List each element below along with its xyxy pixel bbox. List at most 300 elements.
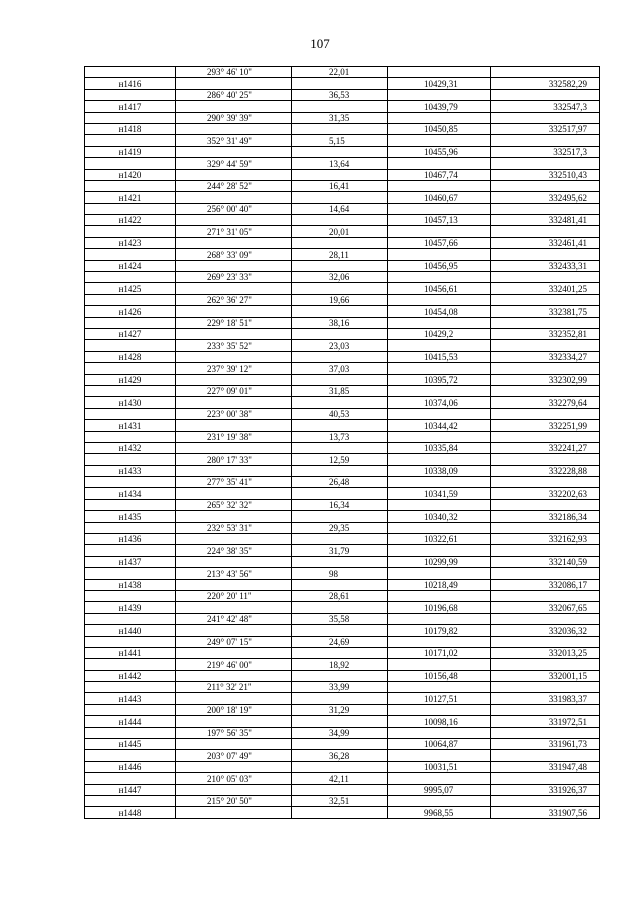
direction-angle-cell <box>176 215 292 226</box>
y-coordinate-cell: 332381,75 <box>491 306 600 317</box>
direction-angle-cell <box>176 556 292 567</box>
point-id-cell <box>85 568 176 579</box>
point-id-cell: н1436 <box>85 534 176 545</box>
y-coordinate-cell <box>491 226 600 237</box>
segment-length-cell <box>292 374 388 385</box>
point-id-cell <box>85 112 176 123</box>
segment-length-cell: 26,48 <box>292 477 388 488</box>
x-coordinate-cell: 10395,72 <box>388 374 491 385</box>
table-row <box>85 568 600 579</box>
y-coordinate-cell: 332495,62 <box>491 192 600 203</box>
direction-angle-cell <box>176 237 292 248</box>
x-coordinate-cell: 10338,09 <box>388 465 491 476</box>
direction-angle-cell: 231° 19' 38" <box>176 431 292 442</box>
point-id-cell <box>85 796 176 807</box>
table-row <box>85 682 600 693</box>
direction-angle-cell: 352° 31' 49" <box>176 135 292 146</box>
segment-length-cell <box>292 579 388 590</box>
table-row <box>85 739 600 750</box>
x-coordinate-cell <box>388 545 491 556</box>
table-row <box>85 659 600 670</box>
y-coordinate-cell <box>491 431 600 442</box>
direction-angle-cell: 224° 38' 35" <box>176 545 292 556</box>
y-coordinate-cell: 332279,64 <box>491 397 600 408</box>
x-coordinate-cell <box>388 158 491 169</box>
x-coordinate-cell <box>388 773 491 784</box>
segment-length-cell <box>292 465 388 476</box>
x-coordinate-cell <box>388 317 491 328</box>
segment-length-cell <box>292 511 388 522</box>
x-coordinate-cell: 10341,59 <box>388 488 491 499</box>
table-row <box>85 545 600 556</box>
point-id-cell <box>85 363 176 374</box>
segment-length-cell <box>292 807 388 818</box>
point-id-cell <box>85 545 176 556</box>
table-row <box>85 192 600 203</box>
point-id-cell: н1434 <box>85 488 176 499</box>
direction-angle-cell <box>176 625 292 636</box>
table-row <box>85 328 600 339</box>
x-coordinate-cell: 9968,55 <box>388 807 491 818</box>
table-row <box>85 408 600 419</box>
point-id-cell <box>85 203 176 214</box>
direction-angle-cell <box>176 169 292 180</box>
direction-angle-cell <box>176 306 292 317</box>
x-coordinate-cell: 10127,51 <box>388 693 491 704</box>
table-row <box>85 67 600 78</box>
y-coordinate-cell <box>491 89 600 100</box>
table-row <box>85 226 600 237</box>
table-row <box>85 602 600 613</box>
y-coordinate-cell <box>491 112 600 123</box>
coordinates-table-body <box>85 67 600 819</box>
direction-angle-cell: 213° 43' 56" <box>176 568 292 579</box>
y-coordinate-cell <box>491 727 600 738</box>
segment-length-cell <box>292 169 388 180</box>
table-row <box>85 636 600 647</box>
table-row <box>85 647 600 658</box>
y-coordinate-cell <box>491 613 600 624</box>
table-row <box>85 431 600 442</box>
segment-length-cell <box>292 488 388 499</box>
x-coordinate-cell <box>388 226 491 237</box>
segment-length-cell <box>292 647 388 658</box>
point-id-cell: н1428 <box>85 351 176 362</box>
direction-angle-cell: 229° 18' 51" <box>176 317 292 328</box>
point-id-cell: н1437 <box>85 556 176 567</box>
y-coordinate-cell <box>491 682 600 693</box>
direction-angle-cell: 244° 28' 52" <box>176 180 292 191</box>
direction-angle-cell: 219° 46' 00" <box>176 659 292 670</box>
segment-length-cell <box>292 761 388 772</box>
direction-angle-cell: 200° 18' 19" <box>176 704 292 715</box>
y-coordinate-cell <box>491 317 600 328</box>
table-row <box>85 442 600 453</box>
y-coordinate-cell <box>491 522 600 533</box>
point-id-cell <box>85 67 176 78</box>
table-row <box>85 773 600 784</box>
direction-angle-cell <box>176 807 292 818</box>
direction-angle-cell <box>176 328 292 339</box>
segment-length-cell: 36,53 <box>292 89 388 100</box>
table-row <box>85 374 600 385</box>
x-coordinate-cell <box>388 249 491 260</box>
y-coordinate-cell <box>491 454 600 465</box>
direction-angle-cell: 262° 36' 27" <box>176 294 292 305</box>
y-coordinate-cell: 331961,73 <box>491 739 600 750</box>
x-coordinate-cell: 10374,06 <box>388 397 491 408</box>
y-coordinate-cell <box>491 704 600 715</box>
segment-length-cell <box>292 215 388 226</box>
point-id-cell: н1441 <box>85 647 176 658</box>
point-id-cell <box>85 750 176 761</box>
segment-length-cell: 33,99 <box>292 682 388 693</box>
point-id-cell: н1440 <box>85 625 176 636</box>
segment-length-cell <box>292 260 388 271</box>
segment-length-cell: 37,03 <box>292 363 388 374</box>
y-coordinate-cell: 331947,48 <box>491 761 600 772</box>
direction-angle-cell <box>176 716 292 727</box>
segment-length-cell: 36,28 <box>292 750 388 761</box>
x-coordinate-cell: 10171,02 <box>388 647 491 658</box>
table-row <box>85 158 600 169</box>
segment-length-cell <box>292 283 388 294</box>
y-coordinate-cell: 332086,17 <box>491 579 600 590</box>
point-id-cell <box>85 249 176 260</box>
x-coordinate-cell <box>388 294 491 305</box>
table-row <box>85 89 600 100</box>
table-row <box>85 340 600 351</box>
segment-length-cell <box>292 670 388 681</box>
y-coordinate-cell: 332547,3 <box>491 101 600 112</box>
y-coordinate-cell <box>491 363 600 374</box>
y-coordinate-cell: 332401,25 <box>491 283 600 294</box>
direction-angle-cell <box>176 101 292 112</box>
segment-length-cell <box>292 556 388 567</box>
segment-length-cell: 31,29 <box>292 704 388 715</box>
coordinates-table <box>84 66 600 819</box>
segment-length-cell: 28,11 <box>292 249 388 260</box>
segment-length-cell: 20,01 <box>292 226 388 237</box>
segment-length-cell <box>292 192 388 203</box>
direction-angle-cell <box>176 739 292 750</box>
segment-length-cell <box>292 739 388 750</box>
table-row <box>85 351 600 362</box>
table-row <box>85 146 600 157</box>
direction-angle-cell <box>176 602 292 613</box>
y-coordinate-cell <box>491 568 600 579</box>
point-id-cell: н1431 <box>85 420 176 431</box>
y-coordinate-cell: 332302,99 <box>491 374 600 385</box>
y-coordinate-cell: 332241,27 <box>491 442 600 453</box>
y-coordinate-cell <box>491 636 600 647</box>
y-coordinate-cell: 332162,93 <box>491 534 600 545</box>
x-coordinate-cell: 10460,67 <box>388 192 491 203</box>
x-coordinate-cell <box>388 431 491 442</box>
direction-angle-cell <box>176 670 292 681</box>
table-row <box>85 249 600 260</box>
x-coordinate-cell <box>388 135 491 146</box>
y-coordinate-cell: 332517,3 <box>491 146 600 157</box>
x-coordinate-cell: 10450,85 <box>388 123 491 134</box>
point-id-cell <box>85 636 176 647</box>
table-row <box>85 579 600 590</box>
direction-angle-cell: 293° 46' 10" <box>176 67 292 78</box>
segment-length-cell: 32,06 <box>292 272 388 283</box>
y-coordinate-cell <box>491 750 600 761</box>
segment-length-cell <box>292 420 388 431</box>
direction-angle-cell <box>176 146 292 157</box>
direction-angle-cell: 220° 20' 11" <box>176 590 292 601</box>
point-id-cell <box>85 408 176 419</box>
segment-length-cell: 29,35 <box>292 522 388 533</box>
x-coordinate-cell <box>388 89 491 100</box>
direction-angle-cell: 268° 33' 09" <box>176 249 292 260</box>
table-row <box>85 613 600 624</box>
y-coordinate-cell: 331907,56 <box>491 807 600 818</box>
table-row <box>85 488 600 499</box>
segment-length-cell <box>292 351 388 362</box>
direction-angle-cell <box>176 534 292 545</box>
y-coordinate-cell: 331983,37 <box>491 693 600 704</box>
x-coordinate-cell <box>388 477 491 488</box>
segment-length-cell <box>292 146 388 157</box>
segment-length-cell <box>292 534 388 545</box>
point-id-cell <box>85 659 176 670</box>
table-row <box>85 112 600 123</box>
segment-length-cell: 32,51 <box>292 796 388 807</box>
segment-length-cell <box>292 237 388 248</box>
direction-angle-cell: 280° 17' 33" <box>176 454 292 465</box>
table-row <box>85 807 600 818</box>
point-id-cell <box>85 385 176 396</box>
point-id-cell: н1426 <box>85 306 176 317</box>
x-coordinate-cell: 10156,48 <box>388 670 491 681</box>
y-coordinate-cell: 332481,41 <box>491 215 600 226</box>
x-coordinate-cell: 10179,82 <box>388 625 491 636</box>
direction-angle-cell: 286° 40' 25" <box>176 89 292 100</box>
direction-angle-cell: 271° 31' 05" <box>176 226 292 237</box>
y-coordinate-cell: 332433,31 <box>491 260 600 271</box>
table-row <box>85 385 600 396</box>
point-id-cell <box>85 180 176 191</box>
segment-length-cell: 38,16 <box>292 317 388 328</box>
point-id-cell: н1422 <box>85 215 176 226</box>
point-id-cell: н1439 <box>85 602 176 613</box>
table-row <box>85 511 600 522</box>
x-coordinate-cell <box>388 796 491 807</box>
y-coordinate-cell <box>491 773 600 784</box>
y-coordinate-cell: 332334,27 <box>491 351 600 362</box>
table-row <box>85 796 600 807</box>
point-id-cell: н1421 <box>85 192 176 203</box>
y-coordinate-cell <box>491 180 600 191</box>
x-coordinate-cell: 10218,49 <box>388 579 491 590</box>
y-coordinate-cell <box>491 499 600 510</box>
x-coordinate-cell <box>388 522 491 533</box>
segment-length-cell: 18,92 <box>292 659 388 670</box>
direction-angle-cell <box>176 511 292 522</box>
table-row <box>85 203 600 214</box>
x-coordinate-cell: 10031,51 <box>388 761 491 772</box>
point-id-cell <box>85 682 176 693</box>
direction-angle-cell <box>176 397 292 408</box>
x-coordinate-cell: 10456,95 <box>388 260 491 271</box>
direction-angle-cell <box>176 761 292 772</box>
x-coordinate-cell <box>388 272 491 283</box>
table-row <box>85 454 600 465</box>
x-coordinate-cell <box>388 704 491 715</box>
y-coordinate-cell: 332036,32 <box>491 625 600 636</box>
segment-length-cell: 22,01 <box>292 67 388 78</box>
x-coordinate-cell: 10340,32 <box>388 511 491 522</box>
x-coordinate-cell <box>388 340 491 351</box>
segment-length-cell: 34,99 <box>292 727 388 738</box>
x-coordinate-cell: 9995,07 <box>388 784 491 795</box>
x-coordinate-cell: 10429,31 <box>388 78 491 89</box>
point-id-cell: н1444 <box>85 716 176 727</box>
direction-angle-cell <box>176 488 292 499</box>
point-id-cell <box>85 590 176 601</box>
x-coordinate-cell: 10457,66 <box>388 237 491 248</box>
point-id-cell <box>85 704 176 715</box>
page-number: 107 <box>310 36 330 51</box>
y-coordinate-cell: 332001,15 <box>491 670 600 681</box>
direction-angle-cell: 277° 35' 41" <box>176 477 292 488</box>
point-id-cell: н1435 <box>85 511 176 522</box>
point-id-cell: н1424 <box>85 260 176 271</box>
point-id-cell <box>85 773 176 784</box>
direction-angle-cell: 210° 05' 03" <box>176 773 292 784</box>
x-coordinate-cell: 10335,84 <box>388 442 491 453</box>
table-row <box>85 716 600 727</box>
direction-angle-cell: 241° 42' 48" <box>176 613 292 624</box>
table-row <box>85 693 600 704</box>
table-row <box>85 294 600 305</box>
table-row <box>85 727 600 738</box>
point-id-cell: н1448 <box>85 807 176 818</box>
direction-angle-cell: 223° 00' 38" <box>176 408 292 419</box>
direction-angle-cell <box>176 465 292 476</box>
segment-length-cell: 16,41 <box>292 180 388 191</box>
direction-angle-cell <box>176 123 292 134</box>
direction-angle-cell: 249° 07' 15" <box>176 636 292 647</box>
direction-angle-cell <box>176 374 292 385</box>
segment-length-cell: 13,64 <box>292 158 388 169</box>
x-coordinate-cell <box>388 727 491 738</box>
table-row <box>85 78 600 89</box>
segment-length-cell <box>292 123 388 134</box>
point-id-cell <box>85 431 176 442</box>
segment-length-cell <box>292 602 388 613</box>
x-coordinate-cell: 10196,68 <box>388 602 491 613</box>
direction-angle-cell: 203° 07' 49" <box>176 750 292 761</box>
direction-angle-cell <box>176 784 292 795</box>
point-id-cell <box>85 226 176 237</box>
y-coordinate-cell: 332510,43 <box>491 169 600 180</box>
segment-length-cell <box>292 716 388 727</box>
segment-length-cell: 14,64 <box>292 203 388 214</box>
x-coordinate-cell: 10456,61 <box>388 283 491 294</box>
y-coordinate-cell <box>491 294 600 305</box>
table-row <box>85 556 600 567</box>
point-id-cell <box>85 317 176 328</box>
table-row <box>85 317 600 328</box>
table-row <box>85 397 600 408</box>
point-id-cell: н1417 <box>85 101 176 112</box>
x-coordinate-cell: 10439,79 <box>388 101 491 112</box>
segment-length-cell: 40,53 <box>292 408 388 419</box>
direction-angle-cell <box>176 647 292 658</box>
table-row <box>85 215 600 226</box>
x-coordinate-cell: 10429,2 <box>388 328 491 339</box>
direction-angle-cell: 269° 23' 33" <box>176 272 292 283</box>
segment-length-cell: 28,61 <box>292 590 388 601</box>
y-coordinate-cell: 332461,41 <box>491 237 600 248</box>
point-id-cell <box>85 522 176 533</box>
point-id-cell: н1432 <box>85 442 176 453</box>
y-coordinate-cell <box>491 385 600 396</box>
point-id-cell <box>85 135 176 146</box>
direction-angle-cell: 233° 35' 52" <box>176 340 292 351</box>
x-coordinate-cell <box>388 613 491 624</box>
segment-length-cell: 23,03 <box>292 340 388 351</box>
table-row <box>85 590 600 601</box>
y-coordinate-cell <box>491 272 600 283</box>
x-coordinate-cell: 10098,16 <box>388 716 491 727</box>
direction-angle-cell: 329° 44' 59" <box>176 158 292 169</box>
x-coordinate-cell <box>388 590 491 601</box>
coordinates-table-container <box>84 66 599 819</box>
point-id-cell: н1438 <box>85 579 176 590</box>
table-row <box>85 784 600 795</box>
x-coordinate-cell: 10322,61 <box>388 534 491 545</box>
table-row <box>85 135 600 146</box>
direction-angle-cell <box>176 420 292 431</box>
table-row <box>85 670 600 681</box>
table-row <box>85 761 600 772</box>
segment-length-cell <box>292 784 388 795</box>
x-coordinate-cell <box>388 385 491 396</box>
table-row <box>85 534 600 545</box>
point-id-cell <box>85 613 176 624</box>
direction-angle-cell <box>176 351 292 362</box>
direction-angle-cell: 290° 39' 39" <box>176 112 292 123</box>
point-id-cell <box>85 272 176 283</box>
table-row <box>85 180 600 191</box>
y-coordinate-cell <box>491 590 600 601</box>
segment-length-cell: 16,34 <box>292 499 388 510</box>
direction-angle-cell: 232° 53' 31" <box>176 522 292 533</box>
x-coordinate-cell: 10454,08 <box>388 306 491 317</box>
x-coordinate-cell <box>388 203 491 214</box>
direction-angle-cell: 197° 56' 35" <box>176 727 292 738</box>
point-id-cell <box>85 158 176 169</box>
y-coordinate-cell: 332517,97 <box>491 123 600 134</box>
point-id-cell: н1416 <box>85 78 176 89</box>
point-id-cell: н1447 <box>85 784 176 795</box>
y-coordinate-cell: 332140,59 <box>491 556 600 567</box>
y-coordinate-cell: 332013,25 <box>491 647 600 658</box>
point-id-cell <box>85 727 176 738</box>
x-coordinate-cell <box>388 659 491 670</box>
segment-length-cell: 12,59 <box>292 454 388 465</box>
direction-angle-cell <box>176 579 292 590</box>
segment-length-cell: 31,35 <box>292 112 388 123</box>
segment-length-cell: 31,79 <box>292 545 388 556</box>
y-coordinate-cell: 331972,51 <box>491 716 600 727</box>
table-row <box>85 306 600 317</box>
